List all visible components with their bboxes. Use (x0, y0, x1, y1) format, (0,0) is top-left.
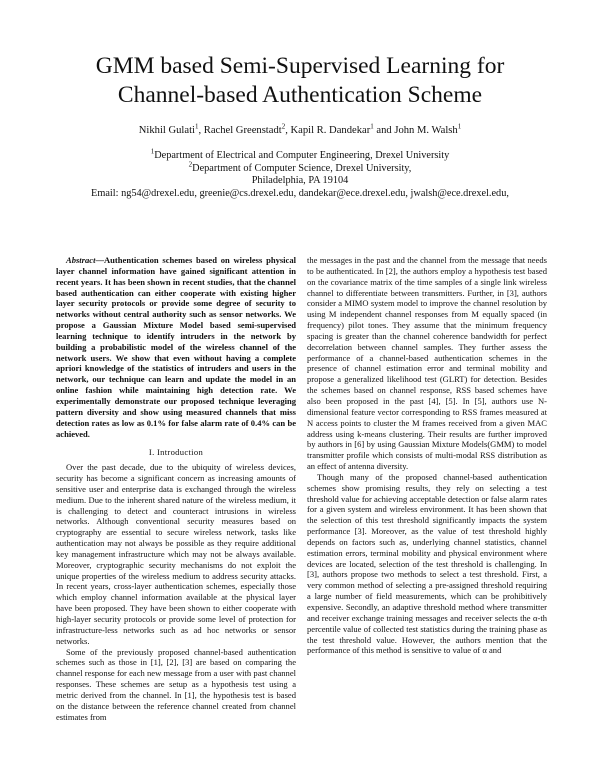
author-sep: , (285, 125, 291, 136)
right-column (307, 255, 547, 656)
author-sep: , (198, 125, 204, 136)
author-name: Nikhil Gulati (138, 125, 195, 136)
author-sup: 1 (194, 122, 199, 131)
title-line-2: Channel-based Authentication Scheme (117, 82, 483, 108)
affiliation-sup: 1 (150, 147, 155, 156)
body-paragraph: Though many of the proposed channel-based authentication schemes show promising results, they rely on selecting a test threshold value for achieving acceptable detection or false alarm rates for a given system and wireless environment. It has been shown that the selection of this test threshold significantly impacts the system performance [3]. Moreover, as the value of test threshold highly depends on factors such as, underlying channel statistics, channel estimation errors, terminal mobility and physical environment where devices are located, selection of the test threshold is challenging. In [3], authors propose two methods to select a test threshold. First, a very common method of selecting a pre-assigned threshold requiring a large number of field measurements, which can be prohibitively expensive. Secondly, an adaptive threshold method where transmitter and receiver exchange training messages and receiver selects the α-th percentile value of collected test statistics during the training phase as the test threshold value. However, the authors mention that the performance of this method is sensitive to value of α and (307, 471, 547, 656)
author-list (40, 124, 560, 138)
body-paragraph: Over the past decade, due to the ubiquity of wireless devices, security has become a significant concern as increasing amounts of sensitive user and enterprise data is exchanged through the wireless medium. Due to the inherent shared nature of the wireless medium, it is challenging to detect and counteract intrusions in wireless networks. Although conventional security measures based on cryptography are essential to secure wireless network, tasks like authentication may not always be possible as they require additional key management infrastructure which may not be always available. Moreover, cryptographic security mechanisms do not exploit the unique properties of the wireless medium to address security attacks. In recent years, cross-layer authentication schemes, especially those which employ channel information available at the physical layer have been proposed. They have been shown to either cooperate with high-layer security protocols or provide some level of protection for infrastructure-less networks such as ad hoc networks or sensor networks. (56, 462, 296, 646)
author-name: Kapil R. Dandekar (290, 125, 371, 136)
affiliation-text: Department of Electrical and Computer Engineering, Drexel University (154, 150, 450, 161)
author-name: Rachel Greenstadt (203, 125, 282, 136)
body-paragraph: the messages in the past and the channel from the message that needs to be authenticated. In [2], the authors employ a hypothesis test based on the covariance matrix of the time samples of a single link wireless channel to differentiate between transmitters. Further, in [3], authors consider a MIMO system model to improve the channel resolution by using M independent channel responses from M equally spaced (in frequency) pilot tones. They assume that the minimum frequency spacing is greater than the channel coherence bandwidth for perfect decorrelation between channel samples. They further assess the performance of a channel-based authentication schemes in the presence of channel estimation error and terminal mobility and propose a generalized likelihood test (GLRT) for detection. Besides the schemes based on channel response, RSS based schemes have also been proposed in the past [4], [5]. In [5], authors use N-dimensional feature vector corresponding to RSS frames measured at N access points to cluster the M frames received from a given MAC address using k-means clustering. Their results are further improved by authors in [6] by using Gaussian Mixture Models(GMM) to model transmitter profile which consists of multi-modal RSS distribution as an effect of antenna diversity. (307, 255, 547, 472)
title-line-1: GMM based Semi-Supervised Learning for (95, 53, 505, 79)
abstract-text: —Authentication schemes based on wireless physical layer channel information have gained significant attention in recent years. It has been shown in recent studies, that the channel based authentication can either cooperate with existing higher layer security protocols or provide some degree of security to networks without central authority such as sensor networks. We propose a Gaussian Mixture Model based semi-supervised learning technique to identify intruders in the network by building a probabilistic model of the wireless channel of the network users. We show that even without having a complete apriori knowledge of the statistics of intruders and users in the network, our technique can learn and update the model in an online fashion while maintaining high detection rate. We experimentally demonstrate our proposed technique leveraging pattern diversity and show using measured channels that miss detection rates as low as 0.1% for false alarm rate of 0.4% can be achieved. (56, 255, 296, 439)
author-sup: 2 (281, 122, 286, 131)
affiliation-line (40, 147, 560, 163)
author-name: John M. Walsh (394, 125, 458, 136)
abstract (56, 255, 296, 439)
affiliation-sup: 2 (188, 160, 193, 169)
section-heading: I. Introduction (148, 447, 204, 458)
affiliation-text: Department of Computer Science, Drexel University, (192, 162, 412, 174)
author-sep: and (373, 125, 395, 136)
author-sup: 1 (457, 122, 462, 131)
affiliation-line (40, 160, 560, 176)
affiliation-text: Philadelphia, PA 19104 (251, 175, 349, 187)
body-paragraph: Some of the previously proposed channel-based authentication schemes such as those in [1], [2], [3] are based on comparing the channel response for each new message from a user with past channel responses. These schemes are setup as a hypothesis test using a metric derived from the channel. In [1], the hypothesis test is based on the distance between the reference channel created from channel estimates from (56, 646, 296, 722)
paper-title (40, 52, 560, 110)
affiliation-line (40, 175, 560, 188)
affiliations (40, 147, 560, 200)
email-line: Email: ng54@drexel.edu, greenie@cs.drexel.edu, dandekar@ece.drexel.edu, jwalsh@ece.drexel.edu, (91, 187, 509, 199)
abstract-label: Abstract (66, 255, 96, 265)
left-column (56, 255, 296, 722)
author-sup: 1 (370, 122, 374, 131)
